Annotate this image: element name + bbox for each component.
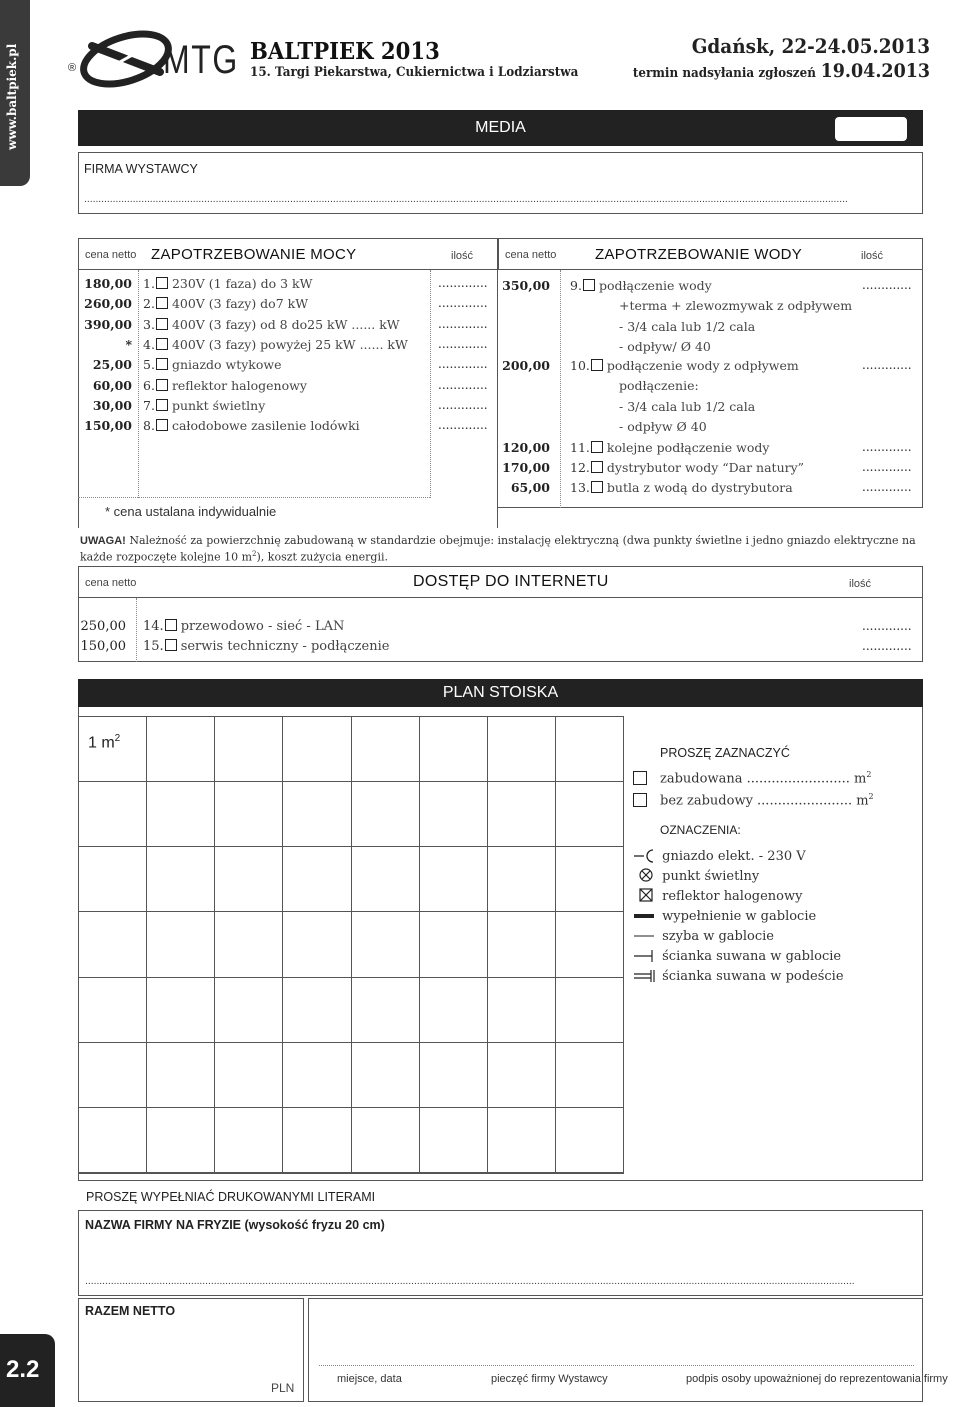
total-currency: PLN bbox=[271, 1381, 295, 1395]
power-qty-divider bbox=[430, 270, 431, 498]
stand-option-sup: 2 bbox=[866, 770, 872, 779]
plan-grid-cell[interactable] bbox=[556, 1108, 624, 1173]
filler-icon bbox=[632, 907, 656, 923]
stand-option bbox=[660, 770, 871, 786]
legend-label-light: punkt świetlny bbox=[662, 869, 760, 884]
legend-label-filler: wypełnienie w gablocie bbox=[662, 909, 817, 924]
power-item-num: 5. bbox=[143, 357, 155, 373]
light-point-icon bbox=[632, 867, 656, 883]
power-price: 260,00 bbox=[84, 296, 132, 312]
power-item-num: 7. bbox=[143, 397, 155, 413]
internet-divider bbox=[136, 598, 137, 662]
water-item-label: podłączenie wody bbox=[598, 278, 712, 293]
page-number: 2.2 bbox=[6, 1356, 40, 1383]
plan-grid-cell[interactable] bbox=[488, 782, 556, 847]
power-item-label: reflektor halogenowy bbox=[171, 377, 307, 393]
frieze-box bbox=[78, 1210, 923, 1296]
notice bbox=[80, 534, 925, 564]
firma-box bbox=[78, 152, 923, 214]
firma-input-line[interactable]: ........................................................................................................................................................................................................................................................................... bbox=[84, 195, 848, 205]
legend-label-sliding-floor: ścianka suwana w podeście bbox=[662, 969, 844, 984]
power-item-label: 400V (3 fazy) do7 kW bbox=[171, 296, 309, 312]
plan-title: PLAN STOISKA bbox=[442, 684, 559, 701]
power-item bbox=[143, 378, 307, 393]
deadline bbox=[633, 60, 930, 82]
power-item-qty[interactable]: ............. bbox=[438, 276, 488, 290]
water-item-subline: - odpływ Ø 40 bbox=[619, 418, 707, 434]
plan-grid-cell[interactable] bbox=[488, 978, 556, 1043]
legend-row-filler bbox=[632, 907, 816, 924]
water-item-label: podłączenie wody z odpływem bbox=[606, 358, 799, 373]
plan-grid-cell[interactable] bbox=[488, 717, 556, 782]
power-price: 150,00 bbox=[84, 418, 132, 434]
plan-grid-cell[interactable] bbox=[79, 782, 147, 847]
plan-grid-cell[interactable] bbox=[283, 847, 351, 912]
power-item-num: 8. bbox=[143, 418, 155, 434]
plan-grid-cell[interactable] bbox=[283, 912, 351, 977]
page-code-field[interactable] bbox=[835, 117, 907, 141]
internet-price-header: cena netto bbox=[85, 577, 137, 589]
internet-item-num: 15. bbox=[143, 639, 164, 654]
water-item-num: 12. bbox=[570, 460, 590, 475]
power-item bbox=[143, 418, 360, 433]
plan-grid-cell[interactable] bbox=[283, 1043, 351, 1108]
internet-item-num: 14. bbox=[143, 619, 164, 634]
internet-price: 150,00 bbox=[80, 639, 126, 654]
firma-label: FIRMA WYSTAWCY bbox=[84, 162, 198, 176]
power-item bbox=[143, 317, 400, 332]
plan-grid-cell[interactable] bbox=[215, 782, 283, 847]
water-price: 200,00 bbox=[502, 358, 550, 373]
water-header bbox=[498, 238, 923, 270]
water-item-subline: +terma + zlewozmywak z odpływem bbox=[619, 298, 853, 314]
legend-title: OZNACZENIA: bbox=[660, 823, 741, 837]
internet-price: 250,00 bbox=[80, 619, 126, 634]
notice-text-end: ), koszt zużycia energii. bbox=[256, 550, 389, 564]
header bbox=[60, 22, 930, 102]
power-price: 60,00 bbox=[92, 377, 132, 393]
side-tab bbox=[0, 0, 30, 186]
water-item-subline: - 3/4 cala lub 1/2 cala bbox=[619, 318, 756, 334]
print-note: PROSZĘ WYPEŁNIAĆ DRUKOWANYMI LITERAMI bbox=[86, 1190, 376, 1204]
sig-signature[interactable]: podpis osoby upoważnionej do reprezentowania firmy bbox=[686, 1373, 948, 1385]
plan-grid-cell[interactable] bbox=[79, 1043, 147, 1108]
plan-grid-cell[interactable] bbox=[283, 978, 351, 1043]
plan-grid-cell[interactable] bbox=[79, 1108, 147, 1173]
legend-label-socket: gniazdo elekt. - 230 V bbox=[662, 849, 806, 864]
water-item-checkbox[interactable] bbox=[591, 441, 603, 453]
internet-item-checkbox[interactable] bbox=[165, 639, 177, 651]
plan-grid-cell[interactable] bbox=[352, 978, 420, 1043]
water-item-qty[interactable]: ............. bbox=[862, 480, 912, 494]
power-price: 180,00 bbox=[84, 276, 132, 291]
plan-grid-cell[interactable] bbox=[147, 717, 215, 782]
power-item-num: 6. bbox=[143, 377, 155, 393]
plan-grid-cell[interactable] bbox=[352, 1108, 420, 1173]
water-title: ZAPOTRZEBOWANIE WODY bbox=[595, 246, 803, 263]
power-item-label: całodobowe zasilenie lodówki bbox=[171, 418, 360, 434]
plan-grid-cell[interactable] bbox=[488, 847, 556, 912]
water-item-num: 11. bbox=[570, 440, 590, 455]
plan-grid-cell[interactable] bbox=[147, 912, 215, 977]
plan-grid-cell[interactable] bbox=[556, 912, 624, 977]
power-item-checkbox[interactable] bbox=[156, 379, 168, 391]
plan-grid-cell[interactable] bbox=[488, 1043, 556, 1108]
sliding-wall-icon bbox=[632, 947, 656, 963]
water-item bbox=[570, 358, 799, 373]
plan-grid-cell[interactable] bbox=[420, 1043, 488, 1108]
power-item bbox=[143, 357, 282, 372]
plan-grid-cell[interactable] bbox=[79, 847, 147, 912]
sliding-floor-icon bbox=[632, 967, 656, 983]
power-item-label: 400V (3 fazy) od 8 do25 kW ...... kW bbox=[171, 316, 400, 332]
plan-grid-cell[interactable] bbox=[488, 912, 556, 977]
internet-item bbox=[143, 619, 344, 634]
internet-header bbox=[78, 566, 923, 598]
plan-grid-cell[interactable] bbox=[79, 978, 147, 1043]
deadline-date: 19.04.2013 bbox=[820, 60, 930, 82]
glass-icon bbox=[632, 927, 656, 943]
legend-label-glass: szyba w gablocie bbox=[662, 929, 774, 944]
power-item-checkbox[interactable] bbox=[156, 419, 168, 431]
legend-label-sliding-wall: ścianka suwana w gablocie bbox=[662, 949, 842, 964]
water-item-label: butla z wodą do dystrybutora bbox=[606, 480, 793, 495]
plan-grid-cell[interactable] bbox=[556, 847, 624, 912]
power-item-qty[interactable]: ............. bbox=[438, 336, 488, 351]
power-header bbox=[78, 238, 498, 270]
frieze-label: NAZWA FIRMY NA FRYZIE (wysokość fryzu 20 cm) bbox=[85, 1218, 385, 1232]
media-bar bbox=[78, 110, 923, 146]
frieze-input-line[interactable]: ............................................................................................................................................................................................................................................................................. bbox=[85, 1277, 855, 1287]
internet-title: DOSTĘP DO INTERNETU bbox=[413, 573, 609, 590]
power-price: * bbox=[125, 336, 132, 352]
power-item-label: gniazdo wtykowe bbox=[171, 357, 282, 373]
water-item-qty[interactable]: ............. bbox=[862, 358, 912, 372]
power-price-header: cena netto bbox=[85, 249, 137, 261]
power-item-qty[interactable]: ............. bbox=[438, 418, 488, 433]
sig-stamp[interactable]: pieczęć firmy Wystawcy bbox=[491, 1373, 608, 1385]
plan-grid-cell[interactable] bbox=[352, 717, 420, 782]
plan-grid-cell[interactable] bbox=[352, 1043, 420, 1108]
power-footer-line bbox=[78, 497, 430, 498]
location-dates: Gdańsk, 22-24.05.2013 bbox=[691, 34, 930, 58]
event-title: BALTPIEK 2013 bbox=[250, 38, 440, 65]
power-item-num: 2. bbox=[143, 296, 155, 312]
plan-grid-cell[interactable] bbox=[147, 1108, 215, 1173]
plan-grid-cell[interactable] bbox=[352, 782, 420, 847]
stand-option-checkbox[interactable] bbox=[633, 793, 647, 807]
legend-label-halogen: reflektor halogenowy bbox=[662, 889, 803, 904]
plan-grid-cell[interactable] bbox=[420, 1108, 488, 1173]
signature-box bbox=[308, 1298, 948, 1402]
power-item-checkbox[interactable] bbox=[156, 338, 168, 350]
deadline-label: termin nadsyłania zgłoszeń bbox=[632, 66, 816, 81]
water-price: 350,00 bbox=[502, 278, 550, 293]
event-subtitle: 15. Targi Piekarstwa, Cukiernictwa i Lodziarstwa bbox=[250, 65, 579, 80]
water-divider bbox=[560, 270, 561, 508]
internet-item-label: serwis techniczny - podłączenie bbox=[180, 639, 390, 654]
water-item bbox=[570, 460, 804, 475]
plan-bar bbox=[78, 679, 923, 707]
plan-scale-sup: 2 bbox=[114, 733, 121, 744]
power-footnote: * cena ustalana indywidualnie bbox=[105, 504, 277, 519]
side-tab-url: www.baltpiek.pl bbox=[5, 43, 19, 150]
internet-item-qty[interactable]: ............. bbox=[862, 619, 912, 633]
water-item-checkbox[interactable] bbox=[583, 279, 595, 291]
signature-line bbox=[319, 1365, 914, 1366]
plan-grid-cell[interactable] bbox=[420, 717, 488, 782]
plan-grid-cell[interactable] bbox=[147, 1043, 215, 1108]
plan-grid-cell[interactable] bbox=[215, 717, 283, 782]
internet-item-qty[interactable]: ............. bbox=[862, 639, 912, 653]
plan-grid-cell[interactable] bbox=[147, 847, 215, 912]
water-item bbox=[570, 278, 712, 293]
media-title: MEDIA bbox=[475, 119, 526, 136]
stand-option bbox=[660, 792, 874, 808]
water-item-subline: podłączenie: bbox=[619, 378, 699, 394]
water-item bbox=[570, 440, 769, 455]
socket-icon bbox=[632, 847, 656, 863]
power-price: 30,00 bbox=[92, 397, 132, 413]
water-item-checkbox[interactable] bbox=[591, 461, 603, 473]
legend-row-halogen bbox=[632, 887, 802, 904]
power-title: ZAPOTRZEBOWANIE MOCY bbox=[151, 246, 357, 263]
plan-grid-cell[interactable] bbox=[420, 912, 488, 977]
notice-label: UWAGA! bbox=[80, 535, 126, 547]
water-item-label: kolejne podłączenie wody bbox=[606, 440, 770, 455]
water-item-checkbox[interactable] bbox=[591, 359, 603, 371]
water-item-num: 10. bbox=[570, 358, 590, 373]
power-item-qty[interactable]: ............. bbox=[438, 316, 488, 331]
power-item-qty[interactable]: ............. bbox=[438, 357, 488, 372]
plan-grid-cell[interactable] bbox=[556, 717, 624, 782]
stand-option-label: zabudowana ......................... m bbox=[660, 771, 867, 787]
plan-grid-cell[interactable] bbox=[215, 1043, 283, 1108]
plan-grid-cell[interactable] bbox=[147, 978, 215, 1043]
plan-grid-cell[interactable] bbox=[283, 717, 351, 782]
plan-grid-cell[interactable] bbox=[147, 782, 215, 847]
water-price: 120,00 bbox=[502, 440, 550, 455]
water-item bbox=[570, 480, 793, 495]
plan-grid-cell[interactable] bbox=[352, 847, 420, 912]
plan-grid-cell[interactable] bbox=[488, 1108, 556, 1173]
internet-item-checkbox[interactable] bbox=[165, 619, 177, 631]
power-item-num: 3. bbox=[143, 316, 155, 332]
legend-row-sliding-wall bbox=[632, 947, 841, 964]
power-item-checkbox[interactable] bbox=[156, 358, 168, 370]
plan-grid-cell[interactable] bbox=[420, 782, 488, 847]
power-item bbox=[143, 296, 308, 311]
brand-name: MTG bbox=[163, 38, 239, 82]
plan-grid-cell[interactable] bbox=[556, 978, 624, 1043]
stand-option-checkbox[interactable] bbox=[633, 771, 647, 785]
water-item-subline: - odpływ/ Ø 40 bbox=[619, 338, 711, 354]
plan-grid-cell[interactable] bbox=[215, 847, 283, 912]
water-item-num: 13. bbox=[570, 480, 590, 495]
power-item-checkbox[interactable] bbox=[156, 277, 168, 289]
power-item-qty[interactable]: ............. bbox=[438, 397, 488, 412]
water-price: 170,00 bbox=[502, 460, 550, 475]
plan-grid-cell[interactable] bbox=[283, 782, 351, 847]
plan-grid-cell[interactable] bbox=[215, 912, 283, 977]
power-item-num: 1. bbox=[143, 276, 155, 291]
plan-grid-cell[interactable] bbox=[420, 847, 488, 912]
water-qty-header: ilość bbox=[861, 250, 884, 262]
power-item-qty[interactable]: ............. bbox=[438, 377, 488, 392]
legend-row-light bbox=[632, 867, 759, 884]
power-item bbox=[143, 337, 408, 352]
water-item-qty[interactable]: ............. bbox=[862, 278, 912, 292]
plan-grid-cell[interactable] bbox=[556, 1043, 624, 1108]
notice-text: Należność za powierzchnię zabudowaną w standardzie obejmuje: instalację elektryczną (dwa punkty świetlne i jedno gniazdo elektryczne na każde rozpoczęte kolejne 10 m bbox=[80, 534, 916, 564]
page-number-tab bbox=[0, 1334, 55, 1407]
total-label: RAZEM NETTO bbox=[85, 1304, 176, 1318]
notice-sup: 2 bbox=[252, 550, 257, 558]
power-item-checkbox[interactable] bbox=[156, 297, 168, 309]
water-price: 65,00 bbox=[510, 480, 550, 495]
power-item bbox=[143, 398, 265, 413]
plan-grid-cell[interactable] bbox=[283, 1108, 351, 1173]
plan-grid-cell[interactable] bbox=[420, 978, 488, 1043]
legend-row-glass bbox=[632, 927, 774, 944]
power-item-checkbox[interactable] bbox=[156, 399, 168, 411]
legend-row-socket bbox=[632, 847, 806, 864]
power-divider bbox=[138, 270, 139, 498]
power-qty-header: ilość bbox=[451, 250, 474, 262]
water-item-label: dystrybutor wody “Dar natury” bbox=[606, 460, 805, 475]
power-item-num: 4. bbox=[143, 336, 155, 352]
plan-grid-cell[interactable] bbox=[556, 782, 624, 847]
plan-scale bbox=[88, 733, 120, 752]
power-item-label: punkt świetlny bbox=[171, 397, 266, 413]
water-item-num: 9. bbox=[570, 278, 582, 293]
total-box[interactable] bbox=[78, 1298, 304, 1402]
plan-grid[interactable] bbox=[78, 716, 624, 1174]
plan-grid-cell[interactable] bbox=[215, 978, 283, 1043]
power-price: 25,00 bbox=[92, 357, 132, 373]
internet-item bbox=[143, 639, 389, 654]
choose-title: PROSZĘ ZAZNACZYĆ bbox=[660, 746, 790, 760]
power-item-label: 400V (3 fazy) powyżej 25 kW ...... kW bbox=[171, 336, 408, 352]
registered-mark: ® bbox=[68, 62, 77, 74]
plan-scale-label: 1 m bbox=[88, 734, 115, 752]
power-price: 390,00 bbox=[84, 316, 132, 332]
stand-option-sup: 2 bbox=[868, 792, 874, 801]
water-item-checkbox[interactable] bbox=[591, 481, 603, 493]
stand-option-label: bez zabudowy ....................... m bbox=[660, 793, 869, 809]
plan-grid-cell[interactable] bbox=[352, 912, 420, 977]
power-item-checkbox[interactable] bbox=[156, 318, 168, 330]
power-item bbox=[143, 276, 312, 291]
power-item-label: 230V (1 faza) do 3 kW bbox=[171, 276, 313, 291]
plan-grid-cell[interactable] bbox=[79, 912, 147, 977]
water-item-qty[interactable]: ............. bbox=[862, 460, 912, 474]
internet-qty-header: ilość bbox=[849, 578, 872, 590]
water-price-header: cena netto bbox=[505, 249, 557, 261]
plan-grid-cell[interactable] bbox=[215, 1108, 283, 1173]
water-item-qty[interactable]: ............. bbox=[862, 440, 912, 454]
halogen-icon bbox=[632, 887, 656, 903]
water-item-subline: - 3/4 cala lub 1/2 cala bbox=[619, 398, 756, 414]
legend-row-sliding-floor bbox=[632, 967, 844, 984]
sig-place-date[interactable]: miejsce, data bbox=[337, 1373, 402, 1385]
internet-item-label: przewodowo - sieć - LAN bbox=[180, 619, 345, 634]
power-item-qty[interactable]: ............. bbox=[438, 296, 488, 311]
